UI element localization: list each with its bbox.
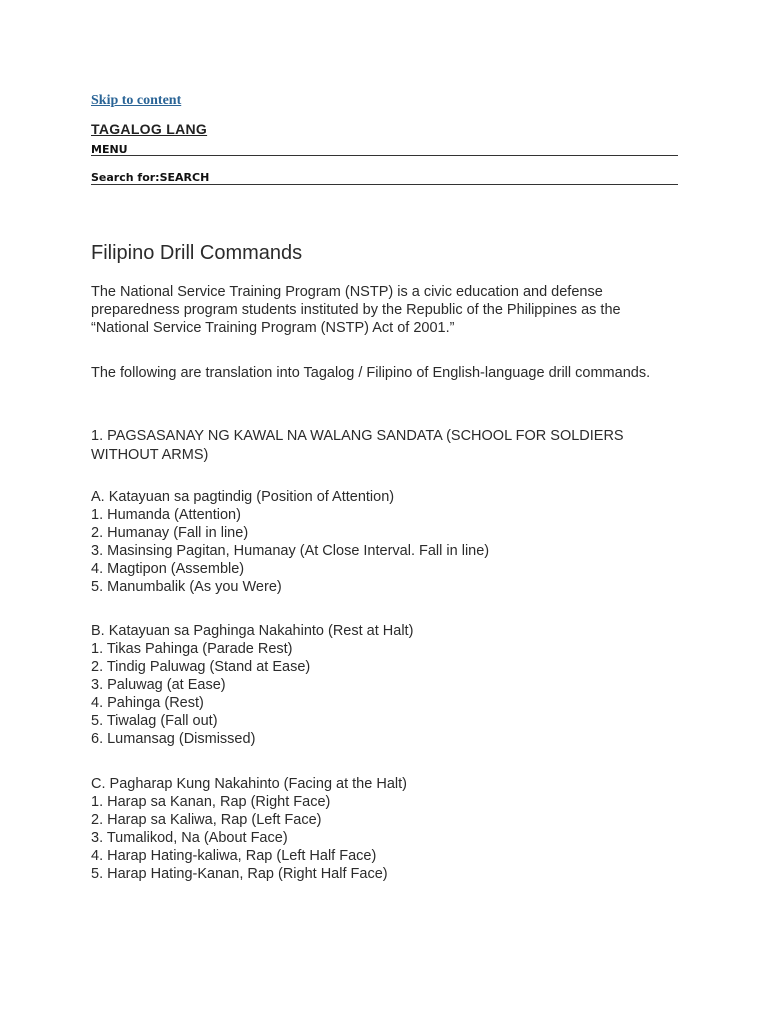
list-item: 5. Tiwalag (Fall out) [91,713,218,729]
list-item: 4. Harap Hating-kaliwa, Rap (Left Half Face) [91,848,377,864]
skip-to-content-link[interactable]: Skip to content [91,93,182,108]
intro-text: The National Service Training Program (NSTP) is a civic education and defense preparedness program students instituted by the Republic of the Philippines as the “National Service Training Program (NSTP) Act of 2001.” [91,284,621,336]
command-list [91,640,691,748]
search-label: Search for: [91,171,160,184]
list-item: 4. Magtipon (Assemble) [91,561,245,577]
search-button[interactable]: SEARCH [159,171,210,184]
command-group-a [91,488,691,596]
command-group-b [91,622,691,748]
list-item: 3. Masinsing Pagitan, Humanay (At Close Interval. Fall in line) [91,543,490,559]
menu-bar [91,140,678,156]
list-item: 5. Harap Hating-Kanan, Rap (Right Half Face) [91,866,388,882]
list-item: 1. Humanda (Attention) [91,507,241,523]
command-list [91,506,691,596]
article-title: Filipino Drill Commands [91,242,303,264]
list-item: 3. Tumalikod, Na (About Face) [91,830,288,846]
list-item: 2. Tindig Paluwag (Stand at Ease) [91,659,311,675]
list-item: 6. Lumansag (Dismissed) [91,731,256,747]
group-heading: A. Katayuan sa pagtindig (Position of Attention) [91,489,395,505]
group-heading: B. Katayuan sa Paghinga Nakahinto (Rest at Halt) [91,623,414,639]
section-heading [91,427,671,465]
list-item: 3. Paluwag (at Ease) [91,677,226,693]
site-title-link[interactable]: TAGALOG LANG [91,121,208,137]
command-list [91,793,691,883]
command-group-c [91,775,691,883]
section-heading-text: 1. PAGSASANAY NG KAWAL NA WALANG SANDATA (SCHOOL FOR SOLDIERS WITHOUT ARMS) [91,428,624,463]
menu-button[interactable]: MENU [91,143,128,156]
group-heading: C. Pagharap Kung Nakahinto (Facing at the Halt) [91,776,407,792]
list-item: 2. Harap sa Kaliwa, Rap (Left Face) [91,812,322,828]
list-item: 2. Humanay (Fall in line) [91,525,249,541]
list-item: 1. Harap sa Kanan, Rap (Right Face) [91,794,331,810]
list-item: 1. Tikas Pahinga (Parade Rest) [91,641,293,657]
following-paragraph [91,364,691,382]
list-item: 4. Pahinga (Rest) [91,695,204,711]
search-form [91,168,678,185]
list-item: 5. Manumbalik (As you Were) [91,579,282,595]
following-text: The following are translation into Tagalog / Filipino of English-language drill commands. [91,365,651,381]
intro-paragraph [91,283,651,337]
